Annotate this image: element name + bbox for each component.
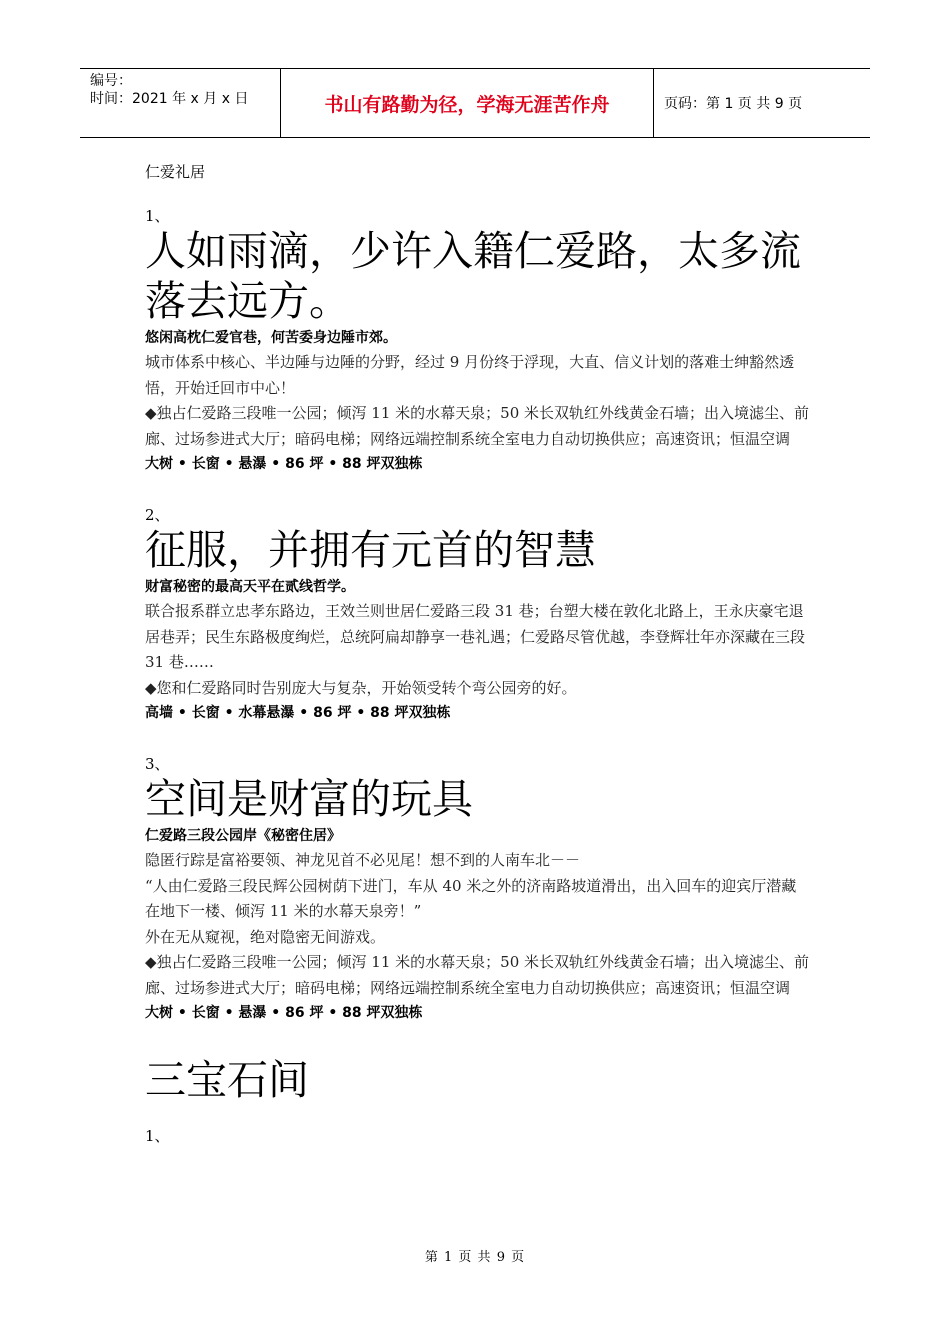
section-paragraph: “人由仁爱路三段民辉公园树荫下进门，车从 40 米之外的济南路坡道滑出，出入回车的迎宾厅潜藏在地下一楼、倾泻 11 米的水幕天泉旁！” bbox=[145, 876, 797, 920]
section-2 bbox=[145, 505, 810, 726]
section-paragraph: ◆独占仁爱路三段唯一公园；倾泻 11 米的水幕天泉；50 米长双轨红外线黄金石墙；出入境滤尘、前廊、过场参进式大厅；暗码电梯；网络远端控制系统全室电力自动切换供应；高速资讯；恒温空调 bbox=[145, 404, 810, 448]
section-headline: 空间是财富的玩具 bbox=[145, 775, 473, 823]
section-tagline: 高墙 • 长窗 • 水幕悬瀑 • 86 坪 • 88 坪双独栋 bbox=[145, 705, 451, 721]
section-subhead: 财富秘密的最高天平在贰线哲学。 bbox=[145, 579, 355, 595]
second-title: 三宝石间 bbox=[145, 1056, 309, 1104]
section-subhead: 仁爱路三段公园岸《秘密住居》 bbox=[145, 828, 341, 844]
section-headline: 人如雨滴，少许入籍仁爱路，太多流落去远方。 bbox=[145, 227, 801, 325]
section-headline: 征服，并拥有元首的智慧 bbox=[145, 526, 596, 574]
section-paragraph: ◆独占仁爱路三段唯一公园；倾泻 11 米的水幕天泉；50 米长双轨红外线黄金石墙；出入境滤尘、前廊、过场参进式大厅；暗码电梯；网络远端控制系统全室电力自动切换供应；高速资讯；恒温空调 bbox=[145, 953, 810, 997]
section-subhead: 悠闲高枕仁爱官巷，何苦委身边陲市郊。 bbox=[145, 330, 397, 346]
header-page-info: 页码：第 1 页 共 9 页 bbox=[664, 96, 803, 112]
section-3 bbox=[145, 754, 810, 1026]
header-meta bbox=[80, 69, 281, 137]
section-1 bbox=[145, 206, 810, 477]
document-header bbox=[80, 68, 870, 138]
section-number: 3、 bbox=[145, 755, 170, 773]
section-tagline: 大树 • 长窗 • 悬瀑 • 86 坪 • 88 坪双独栋 bbox=[145, 1005, 423, 1021]
document-body bbox=[145, 158, 810, 1146]
section-paragraph: 城市体系中核心、半边陲与边陲的分野，经过 9 月份终于浮现，大直、信义计划的落难士绅豁然透悟，开始迁回市中心！ bbox=[145, 353, 795, 397]
section-number: 1、 bbox=[145, 1127, 170, 1145]
page-footer: 第 1 页 共 9 页 bbox=[424, 1250, 526, 1265]
section-number: 2、 bbox=[145, 506, 170, 524]
section-paragraph: 隐匿行踪是富裕要领、神龙见首不必见尾！想不到的人南车北－－ bbox=[145, 851, 581, 869]
section-tagline: 大树 • 长窗 • 悬瀑 • 86 坪 • 88 坪双独栋 bbox=[145, 456, 423, 472]
serial-label: 编号： bbox=[90, 73, 132, 89]
section-paragraph: 外在无从窥视，绝对隐密无间游戏。 bbox=[145, 927, 386, 946]
time-label: 时间：2021 年 x 月 x 日 bbox=[90, 91, 249, 107]
section-paragraph: 联合报系群立忠孝东路边，王效兰则世居仁爱路三段 31 巷；台塑大楼在敦化北路上，王永庆豪宅退居巷弄；民生东路极度绚烂，总统阿扁却静享一巷礼遇；仁爱路尽管优越，李登辉壮年亦深藏在三段 31 巷…… bbox=[145, 602, 806, 671]
section-paragraph: ◆您和仁爱路同时告别庞大与复杂，开始领受转个弯公园旁的好。 bbox=[145, 678, 577, 697]
header-motto: 书山有路勤为径，学海无涯苦作舟 bbox=[281, 69, 654, 137]
document-title: 仁爱礼居 bbox=[145, 163, 206, 181]
section-number: 1、 bbox=[145, 207, 170, 225]
